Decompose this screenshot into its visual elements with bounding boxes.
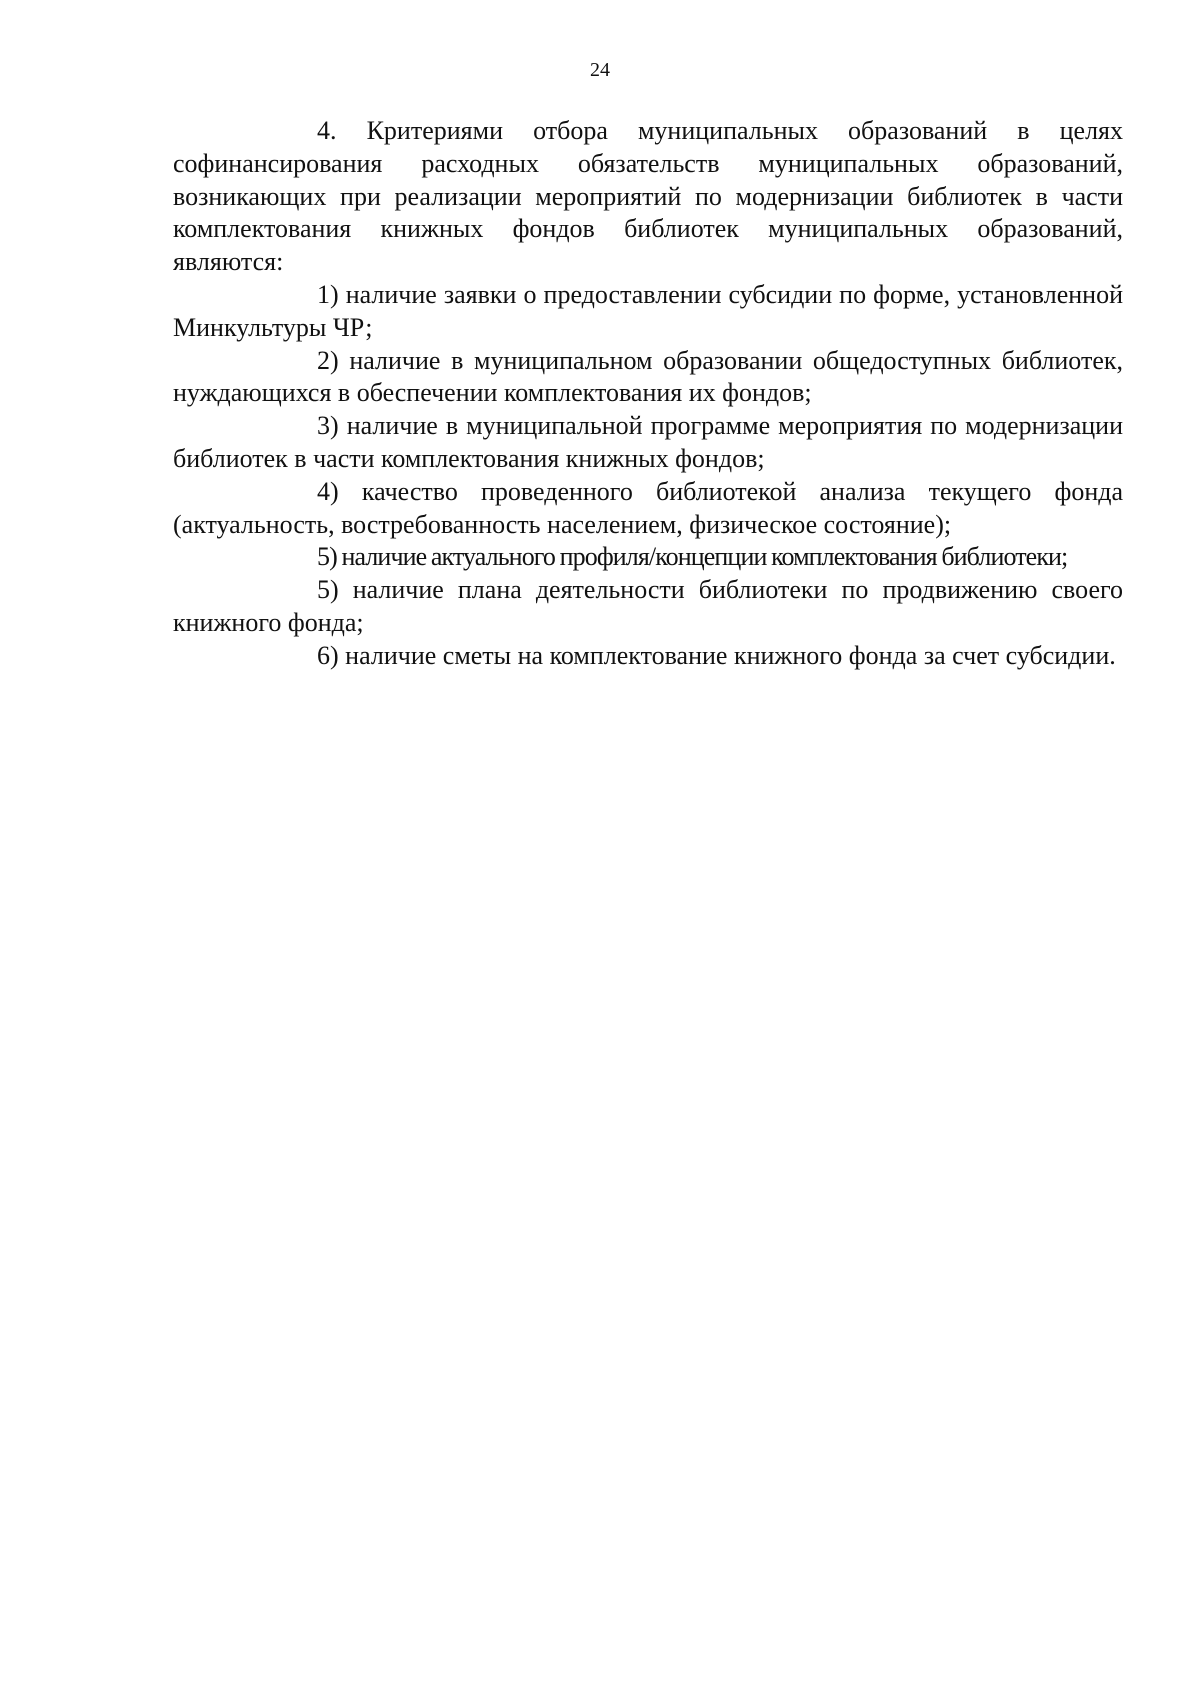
criterion-item: [173, 640, 1123, 673]
criterion-item: [173, 476, 1123, 542]
paragraph-text: Критериями отбора муниципальных образований в целях софинансирования расходных обязательств муниципальных образований, возникающих при реализации мероприятий по модернизации библиотек в части комплектования книжных фондов библиотек муниципальных образований, являются:: [173, 116, 1123, 277]
document-body: [173, 115, 1123, 673]
item-number: 6): [317, 640, 339, 670]
criterion-item: [173, 410, 1123, 476]
item-text: качество проведенного библиотекой анализа текущего фонда (актуальность, востребованность населением, физическое состояние);: [173, 476, 1123, 539]
paragraph-criteria-intro: [173, 115, 1123, 279]
item-number: 5): [317, 542, 337, 572]
page-number: 24: [590, 59, 610, 81]
criterion-item: [173, 541, 1123, 574]
item-number: 1): [317, 279, 339, 309]
paragraph-number: 4.: [317, 116, 337, 145]
item-number: 5): [317, 575, 339, 605]
item-text: наличие в муниципальной программе мероприятия по модернизации библиотек в части комплектования книжных фондов;: [173, 411, 1124, 473]
item-text: наличие актуального профиля/концепции комплектования библиотеки;: [341, 542, 1068, 572]
item-text: наличие плана деятельности библиотеки по продвижению своего книжного фонда;: [173, 575, 1124, 637]
criterion-item: [173, 279, 1123, 345]
item-text: наличие заявки о предоставлении субсидии по форме, установленной Минкультуры ЧР;: [173, 279, 1123, 342]
item-number: 3): [317, 411, 339, 441]
item-number: 2): [317, 345, 339, 375]
item-text: наличие в муниципальном образовании общедоступных библиотек, нуждающихся в обеспечении комплектования их фондов;: [173, 345, 1124, 408]
criterion-item: [173, 574, 1123, 640]
criterion-item: [173, 345, 1123, 411]
item-text: наличие сметы на комплектование книжного фонда за счет субсидии.: [345, 640, 1116, 670]
item-number: 4): [317, 476, 339, 506]
